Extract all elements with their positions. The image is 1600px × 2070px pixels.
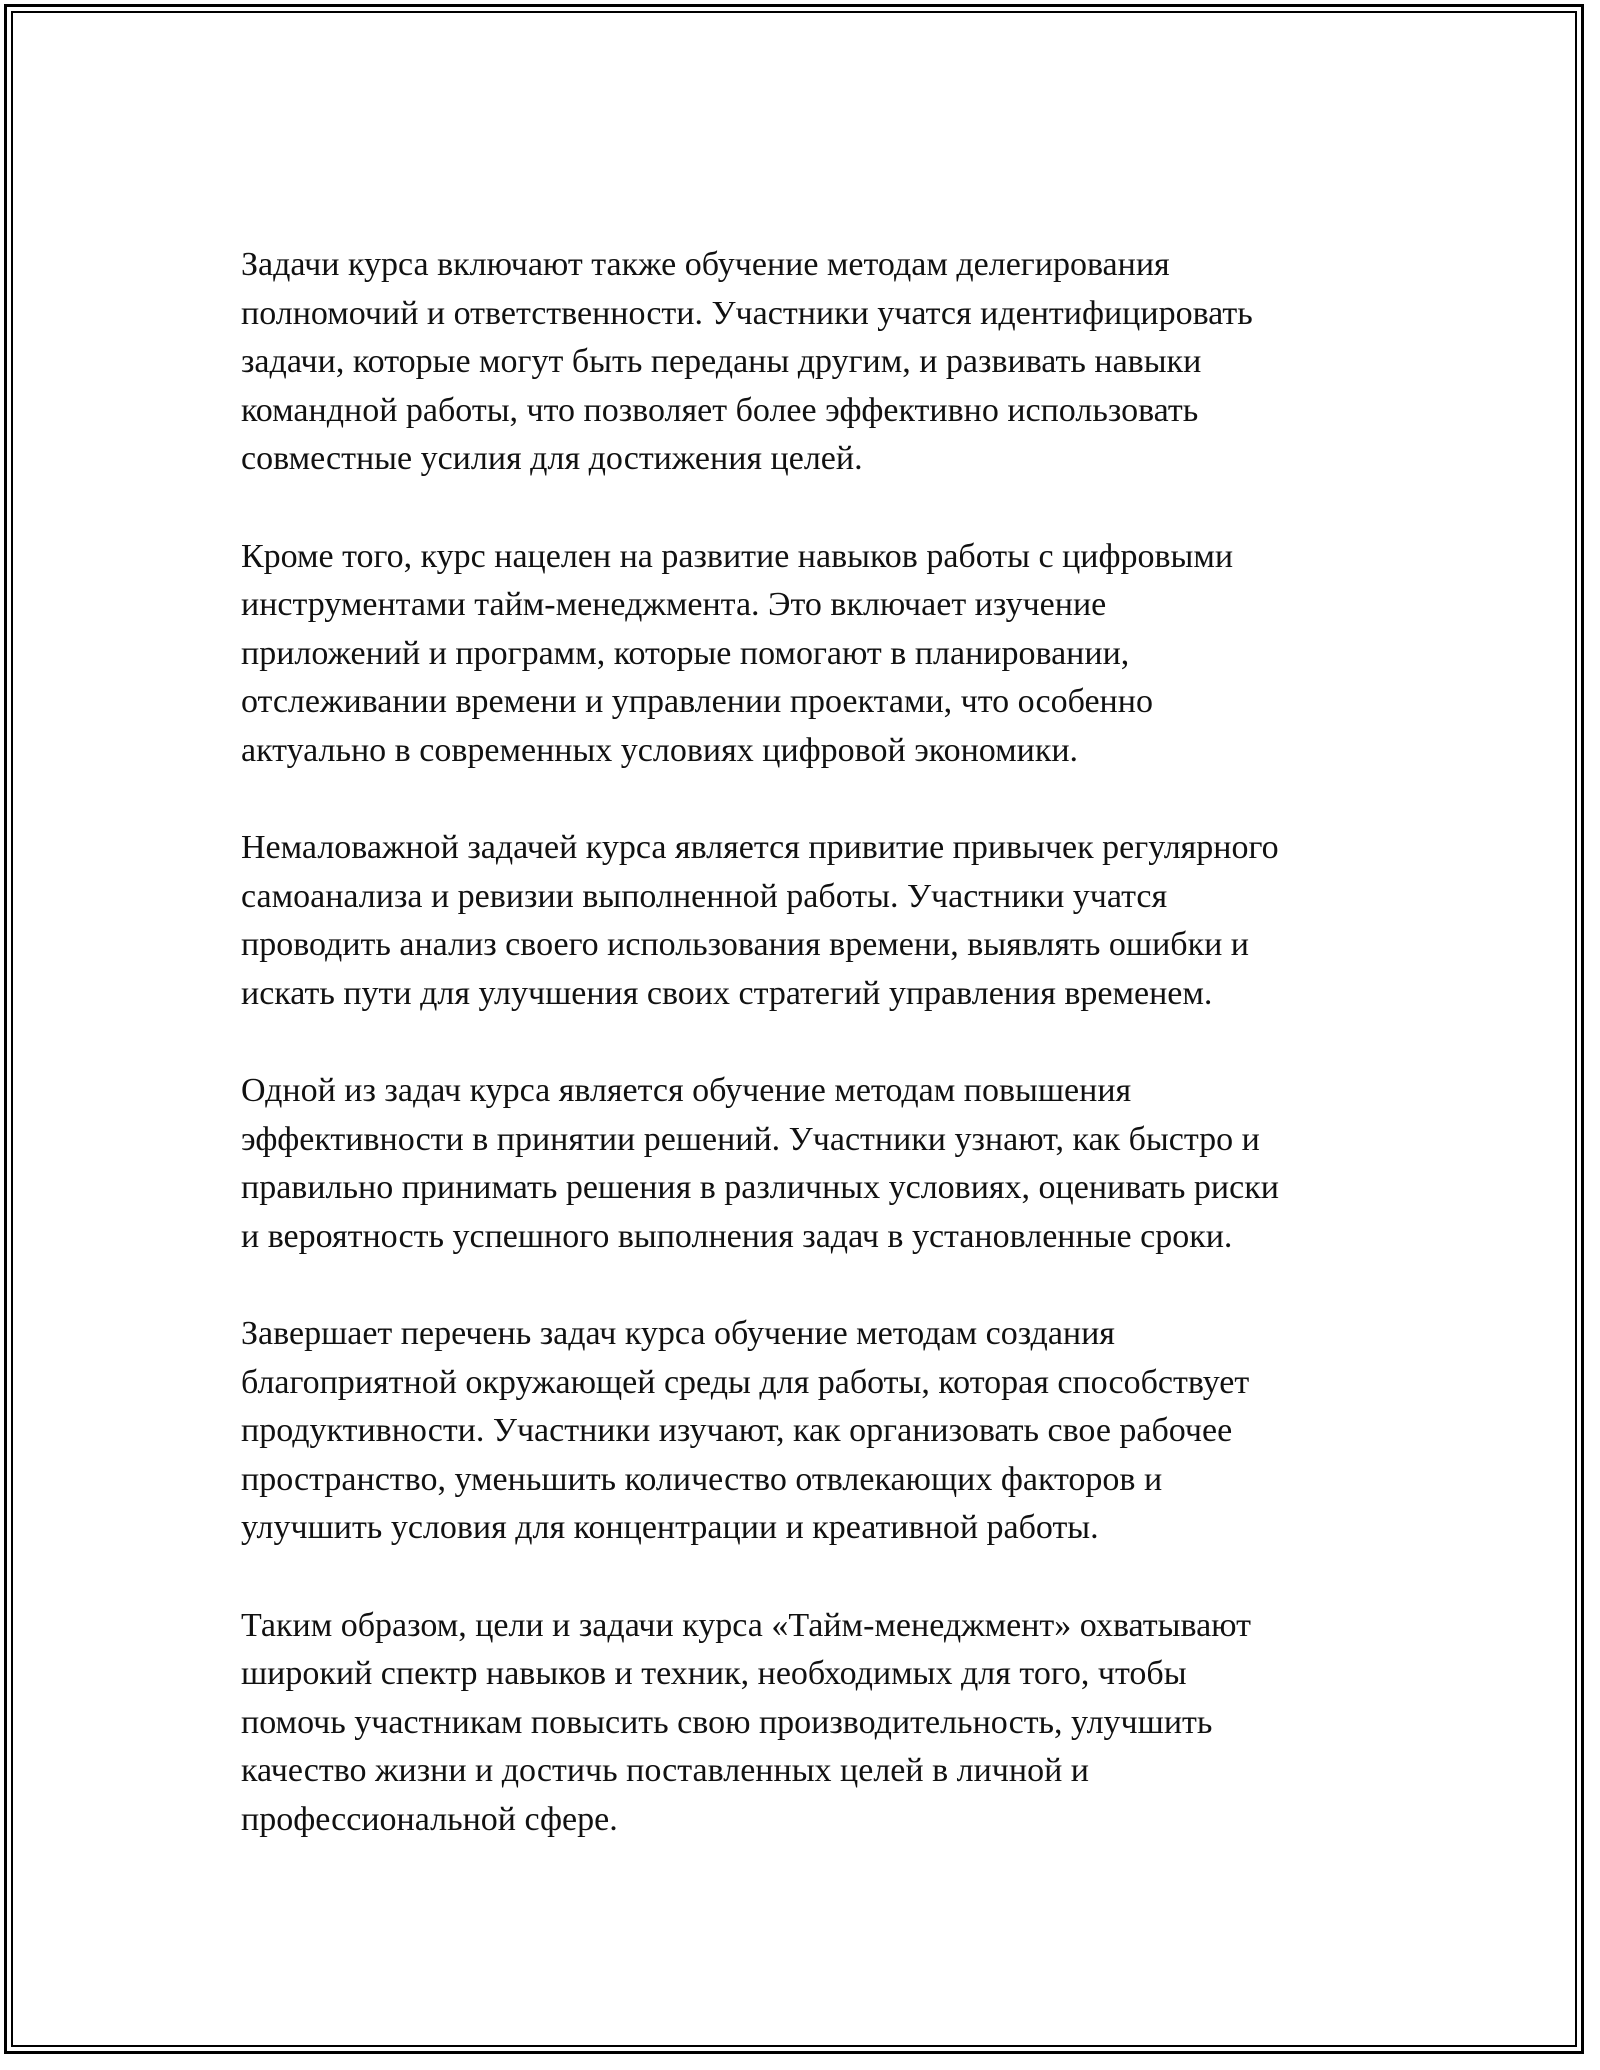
- page-border-outer: [4, 4, 1584, 2054]
- paragraph-delegation: Задачи курса включают также обучение методам делегирования полномочий и ответственности. Участники учатся идентифицировать задачи, которые могут быть переданы другим, и развивать навыки командной работы, что позволяет более эффективно использовать совместные усилия для достижения целей.: [241, 246, 1253, 478]
- paragraph-work-environment: Завершает перечень задач курса обучение методам создания благоприятной окружающей среды для работы, которая способствует продуктивности. Участники изучают, как организовать свое рабочее пространство, уменьшить количество отвлекающих факторов и улучшить условия для концентрации и креативной работы.: [241, 1315, 1250, 1547]
- page-border-inner: [11, 11, 1577, 2047]
- paragraph-digital-tools: Кроме того, курс нацелен на развитие навыков работы с цифровыми инструментами тайм-менеджмента. Это включает изучение приложений и программ, которые помогают в планировании, отслеживании времени и управлении проектами, что особенно актуально в современных условиях цифровой экономики.: [241, 537, 1234, 769]
- paragraph-self-analysis: Немаловажной задачей курса является привитие привычек регулярного самоанализа и ревизии выполненной работы. Участники учатся проводить анализ своего использования времени, выявлять ошибки и искать пути для улучшения своих стратегий управления временем.: [241, 829, 1279, 1012]
- paragraph-conclusion: Таким образом, цели и задачи курса «Тайм-менеджмент» охватывают широкий спектр навыков и техник, необходимых для того, чтобы помочь участникам повысить свою производительность, улучшить качество жизни и достичь поставленных целей в личной и профессиональной сфере.: [241, 1606, 1251, 1838]
- document-body: [241, 241, 1401, 1893]
- paragraph-decision-making: Одной из задач курса является обучение методам повышения эффективности в принятии решений. Участники узнают, как быстро и правильно принимать решения в различных условиях, оценивать риски и вероятность успешного выполнения задач в установленные сроки.: [241, 1072, 1279, 1255]
